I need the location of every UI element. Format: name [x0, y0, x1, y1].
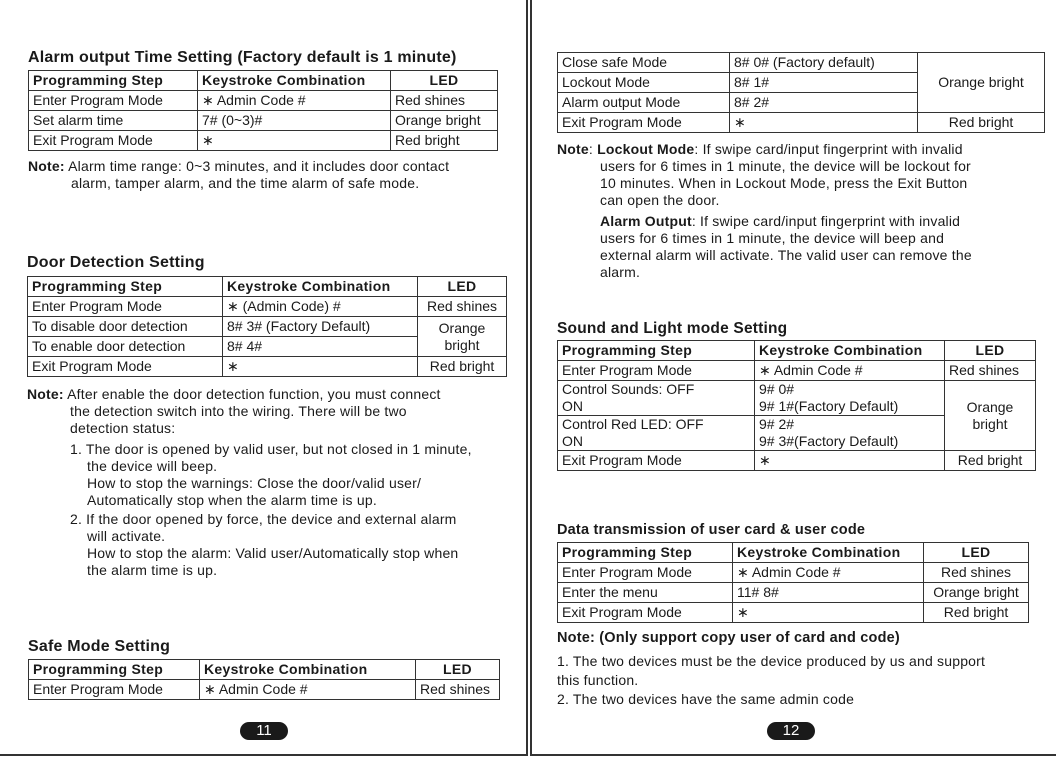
- table-cell: Enter Program Mode: [558, 563, 733, 583]
- table-cell: 9# 0# 9# 1#(Factory Default): [755, 381, 945, 416]
- table-header-cell: Programming Step: [558, 341, 755, 361]
- table-row: [558, 53, 1045, 73]
- table-cell: ∗: [223, 357, 418, 377]
- table-cell: 8# 3# (Factory Default): [223, 317, 418, 337]
- safe-mode-table: [28, 659, 500, 700]
- table-row: [29, 680, 500, 700]
- table-header-row: [558, 341, 1036, 361]
- note-text: 2. The two devices have the same admin code: [557, 691, 855, 707]
- table-cell: 11# 8#: [733, 583, 924, 603]
- table-header-row: [29, 660, 500, 680]
- table-cell: Exit Program Mode: [558, 113, 730, 133]
- table-header-cell: Keystroke Combination: [733, 543, 924, 563]
- table-row: [28, 317, 507, 337]
- table-cell: To enable door detection: [28, 337, 223, 357]
- note-text: Alarm time range: 0~3 minutes, and it includes door contact: [68, 158, 450, 174]
- table-cell: Lockout Mode: [558, 73, 730, 93]
- data-transmission-title: Data transmission of user card & user code: [557, 522, 866, 538]
- note-text: : If swipe card/input fingerprint with invalid: [694, 141, 963, 157]
- item-text: The door is opened by valid user, but not closed in 1 minute,: [85, 441, 472, 457]
- table-cell: Orange bright: [918, 53, 1045, 113]
- table-cell: Red bright: [924, 603, 1029, 623]
- table-cell: Red shines: [391, 91, 498, 111]
- table-cell: Red shines: [924, 563, 1029, 583]
- table-cell: ∗ Admin Code #: [755, 361, 945, 381]
- table-row: [28, 357, 507, 377]
- table-header-cell: Keystroke Combination: [198, 71, 391, 91]
- note-text: 10 minutes. When in Lockout Mode, press the Exit Button: [600, 175, 968, 191]
- note-text: external alarm will activate. The valid user can remove the: [600, 247, 972, 263]
- table-header-row: [29, 71, 498, 91]
- note-text: alarm.: [600, 264, 641, 280]
- table-cell: 9# 2# 9# 3#(Factory Default): [755, 416, 945, 451]
- note-text: : If swipe card/input fingerprint with invalid: [691, 213, 961, 229]
- note-text: users for 6 times in 1 minute, the device will beep and: [600, 230, 945, 246]
- table-header-cell: LED: [391, 71, 498, 91]
- note-title: Note: (Only support copy user of card and code): [557, 630, 900, 646]
- table-cell: Red shines: [945, 361, 1036, 381]
- safe-mode-title: Safe Mode Setting: [28, 638, 171, 655]
- table-cell: Enter Program Mode: [28, 297, 223, 317]
- note-label: Note:: [27, 386, 64, 402]
- table-header-cell: LED: [945, 341, 1036, 361]
- note-text: 1. The two devices must be the device produced by us and support: [557, 653, 986, 669]
- table-header-cell: Keystroke Combination: [200, 660, 416, 680]
- table-row: [558, 361, 1036, 381]
- table-cell: ∗ Admin Code #: [200, 680, 416, 700]
- table-header-cell: Programming Step: [29, 660, 200, 680]
- table-cell: ∗ (Admin Code) #: [223, 297, 418, 317]
- item-text: If the door opened by force, the device and external alarm: [86, 511, 457, 527]
- door-detection-table: [27, 276, 507, 377]
- table-cell: Red shines: [416, 680, 500, 700]
- table-cell: Exit Program Mode: [29, 131, 198, 151]
- table-cell: ∗: [730, 113, 918, 133]
- table-row: [558, 563, 1029, 583]
- table-cell: 8# 0# (Factory default): [730, 53, 918, 73]
- table-cell: Enter Program Mode: [29, 91, 198, 111]
- table-cell: ∗ Admin Code #: [198, 91, 391, 111]
- table-cell: Alarm output Mode: [558, 93, 730, 113]
- alarm-output-table: [28, 70, 498, 151]
- item-number: 2.: [70, 511, 83, 527]
- note-item-1: [27, 441, 517, 509]
- table-cell: ∗: [755, 451, 945, 471]
- table-cell: ∗: [733, 603, 924, 623]
- table-row: [558, 603, 1029, 623]
- table-header-row: [28, 277, 507, 297]
- note-text: the detection switch into the wiring. There will be two: [70, 403, 407, 419]
- table-header-cell: Programming Step: [28, 277, 223, 297]
- item-text: the device will beep.: [87, 458, 218, 474]
- data-transmission-note: [557, 630, 985, 709]
- table-cell: Orange bright: [924, 583, 1029, 603]
- table-cell: ∗ Admin Code #: [733, 563, 924, 583]
- note-text: can open the door.: [600, 192, 720, 208]
- note-label: Note: [557, 141, 589, 157]
- page-number: 11: [240, 722, 288, 740]
- note-item-2: [27, 511, 517, 579]
- note-text: detection status:: [70, 420, 176, 436]
- page-11: [0, 0, 528, 756]
- data-transmission-table: [557, 542, 1029, 623]
- item-text: How to stop the warnings: Close the door/valid user/: [87, 475, 422, 491]
- table-header-cell: LED: [924, 543, 1029, 563]
- table-row: [28, 297, 507, 317]
- table-cell: Enter Program Mode: [558, 361, 755, 381]
- note-label: Note:: [28, 158, 65, 174]
- table-cell: Enter the menu: [558, 583, 733, 603]
- table-cell: Exit Program Mode: [28, 357, 223, 377]
- table-row: [29, 91, 498, 111]
- table-cell: 8# 2#: [730, 93, 918, 113]
- item-text: How to stop the alarm: Valid user/Automatically stop when: [87, 545, 459, 561]
- safe-mode-table-continued: [557, 52, 1045, 133]
- note-text: users for 6 times in 1 minute, the device will be lockout for: [600, 158, 971, 174]
- table-header-cell: Keystroke Combination: [755, 341, 945, 361]
- note-text: alarm, tamper alarm, and the time alarm of safe mode.: [71, 175, 420, 191]
- table-header-cell: LED: [416, 660, 500, 680]
- table-row: [558, 381, 1036, 416]
- table-cell: Orange bright: [945, 381, 1036, 451]
- item-text: the alarm time is up.: [87, 562, 218, 578]
- note-text: this function.: [557, 672, 639, 688]
- item-text: Automatically stop when the alarm time is up.: [87, 492, 377, 508]
- table-cell: 8# 1#: [730, 73, 918, 93]
- page-number: 12: [767, 722, 815, 740]
- table-cell: Red shines: [418, 297, 507, 317]
- table-cell: Red bright: [391, 131, 498, 151]
- table-cell: Red bright: [918, 113, 1045, 133]
- door-detection-title: Door Detection Setting: [27, 254, 205, 271]
- item-number: 1.: [70, 441, 83, 457]
- table-cell: Orange bright: [418, 317, 507, 357]
- table-row: [558, 583, 1029, 603]
- door-detection-note: [27, 386, 517, 579]
- table-cell: ∗: [198, 131, 391, 151]
- table-header-row: [558, 543, 1029, 563]
- table-cell: Orange bright: [391, 111, 498, 131]
- table-row: [29, 111, 498, 131]
- alarm-output-title: Alarm output Time Setting (Factory default is 1 minute): [28, 49, 457, 66]
- table-row: [29, 131, 498, 151]
- item-text: will activate.: [87, 528, 166, 544]
- table-cell: Control Sounds: OFF ON: [558, 381, 755, 416]
- table-cell: 8# 4#: [223, 337, 418, 357]
- lockout-label: Lockout Mode: [597, 141, 695, 157]
- sound-light-title: Sound and Light mode Setting: [557, 320, 788, 337]
- table-row: [558, 113, 1045, 133]
- table-header-cell: Programming Step: [558, 543, 733, 563]
- table-cell: Exit Program Mode: [558, 451, 755, 471]
- table-cell: Close safe Mode: [558, 53, 730, 73]
- table-cell: Control Red LED: OFF ON: [558, 416, 755, 451]
- alarm-output-label: Alarm Output: [600, 213, 692, 229]
- alarm-output-note: [28, 158, 449, 192]
- table-cell: Exit Program Mode: [558, 603, 733, 623]
- table-cell: Enter Program Mode: [29, 680, 200, 700]
- table-cell: To disable door detection: [28, 317, 223, 337]
- table-row: [558, 451, 1036, 471]
- safe-mode-note: Note: Lockout Mode: If swipe card/input fingerprint with invalid users for 6 times in 1 minute, the device will be lockout for 10 minutes. When in Lockout Mode, press the Exit Button can open the door. Alarm Output: If swipe card/input fingerprint with invalid users for 6 times in 1 minute, the device will beep and external alarm will activate. The valid user can remove the alarm.: [557, 141, 1052, 281]
- table-cell: 7# (0~3)#: [198, 111, 391, 131]
- table-cell: Set alarm time: [29, 111, 198, 131]
- sound-light-table: [557, 340, 1036, 471]
- table-header-cell: Keystroke Combination: [223, 277, 418, 297]
- note-text: After enable the door detection function, you must connect: [67, 386, 441, 402]
- table-cell: Red bright: [945, 451, 1036, 471]
- table-header-cell: LED: [418, 277, 507, 297]
- table-cell: Red bright: [418, 357, 507, 377]
- table-header-cell: Programming Step: [29, 71, 198, 91]
